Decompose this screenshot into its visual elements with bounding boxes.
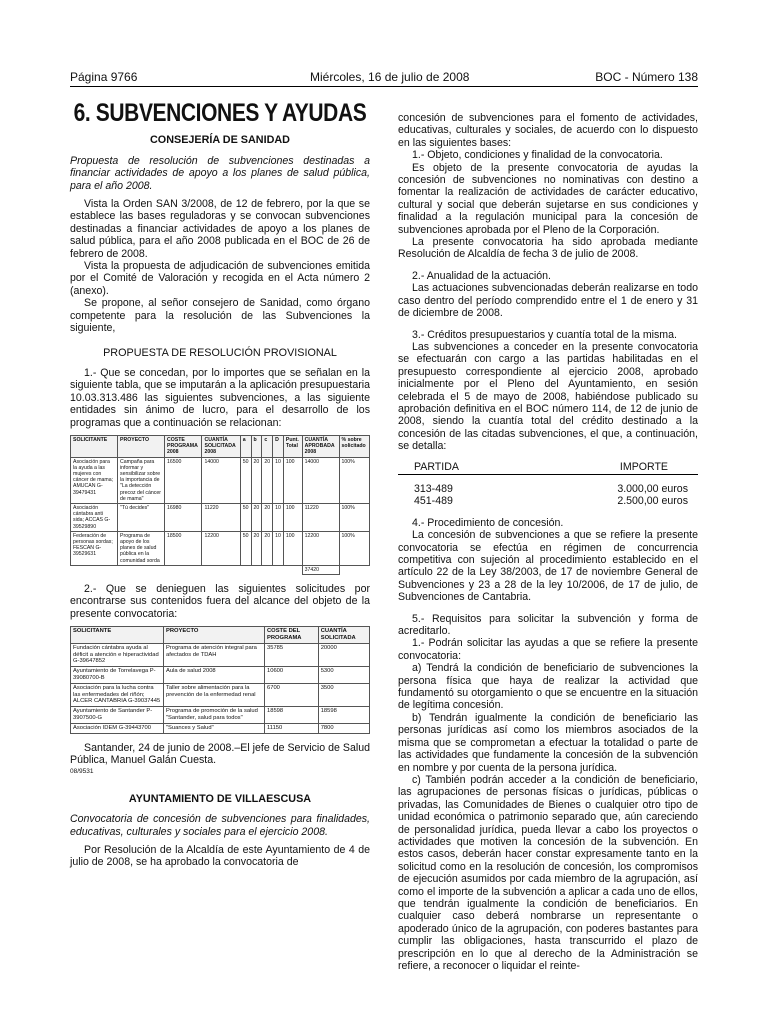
table-cell: 12200 [302,531,339,565]
partida-amount: 2.500,00 euros [617,495,688,508]
org-heading: CONSEJERÍA DE SANIDAD [150,134,290,147]
table-row [71,531,370,565]
table-header: SOLICITANTE [71,435,118,457]
granted-table [70,435,370,575]
paragraph: b) Tendrán igualmente la condición de beneficiario las personas jurídicas así como los miembros asociados de la misma que se comprometan a efectuar la totalidad o parte de las actividades que fundamente la concesión de la subvención en nombre y por cuenta de la persona jurídica. [398,711,698,774]
paragraph: Por Resolución de la Alcaldía de este Ayuntamiento de 4 de julio de 2008, se ha aprobado la convocatoria de [70,844,370,869]
header-rule [70,86,698,87]
table-cell: Aula de salud 2008 [164,667,265,684]
table-header: a [240,435,251,457]
table-header: Punt. Total [283,435,302,457]
table-cell: Federación de personas sordas; FESCAN G-39529631 [71,531,118,565]
table-cell: 16980 [165,503,202,531]
table-cell: "Suances y Salud" [164,723,265,733]
table-cell: 18500 [165,531,202,565]
table-cell: Ayuntamiento de Santander P-3907500-G [71,707,164,724]
denied-table [70,626,370,733]
table-cell: 10600 [265,667,319,684]
table-cell: Programa de atención integral para afectados de TDAH [164,643,265,666]
table-cell: 3500 [318,683,369,706]
table-cell: 7800 [318,723,369,733]
budget-table-header [398,461,698,475]
budget-row [398,495,698,507]
budget-row [398,483,698,495]
table-cell: 10 [273,457,284,503]
table-cell: 20 [262,531,273,565]
table-cell: 100% [339,531,369,565]
table-header: b [251,435,262,457]
table-cell: 20 [251,457,262,503]
signature: Santander, 24 de junio de 2008.–El jefe de Servicio de Salud Pública, Manuel Galán Cuesta. [70,741,370,766]
table-cell: 12200 [202,531,240,565]
partida-header: PARTIDA [414,460,459,473]
table-cell: Asociación IDEM G-39443700 [71,723,164,733]
table-cell: 50 [240,531,251,565]
issue-number: BOC - Número 138 [595,70,698,84]
table-cell: 50 [240,503,251,531]
table-header: CUANTÍA SOLICITADA [318,627,369,644]
section-title: 6. SUBVENCIONES Y AYUDAS [73,99,367,128]
table-cell: 100 [283,457,302,503]
table-row [71,643,370,666]
table-header: c [262,435,273,457]
table-cell: Campaña para informar y sensibilizar sobre la importancia de "La detección precoz del cáncer de mama" [118,457,165,503]
paragraph: Las actuaciones subvencionadas deberán realizarse en todo caso dentro del período comprendido entre el 1 de enero y 31 de diciembre de 2008. [398,282,698,320]
table-header: % sobre solicitado [339,435,369,457]
table-header: COSTE DEL PROGRAMA [265,627,319,644]
table-cell: 20 [251,531,262,565]
table-cell: 18598 [318,707,369,724]
paragraph: Las subvenciones a conceder en la presente convocatoria se efectuarán con cargo a las partidas habilitadas en el presupuesto correspondiente al ejercicio 2008, aprobado inicialmente por el Pleno del Ayuntamiento, en sesión celebrada el 5 de mayo de 2008, habiéndose publicado su aprobación definitiva en el BOC número 114, de 12 de junio de 2008, siendo la cuantía total del crédito destinado a la concesión de las citadas subvenciones, el que, a continuación, se detalla: [398,340,698,453]
paragraph: 4.- Procedimiento de concesión. [412,516,564,529]
paragraph: 2.- Que se denieguen las siguientes solicitudes por encontrarse sus contenidos fuera del alcance del objeto de la presente convocatoria: [70,583,370,620]
reference-number: 08/9531 [70,768,94,776]
table-cell: 11220 [302,503,339,531]
table-cell: Asociación para la lucha contra las enfermedades del riñón; ALCER CANTABRIA G-39037445 [71,683,164,706]
partida-code: 451-489 [414,495,453,508]
paragraph: Vista la propuesta de adjudicación de subvenciones emitida por el Comité de Valoración y recogida en el Acta número 2 (anexo). [70,260,370,297]
right-column [398,112,698,972]
org-heading: AYUNTAMIENTO DE VILLAESCUSA [128,792,312,805]
table-cell: Ayuntamiento de Torrelavega P-39080700-B [71,667,164,684]
table-cell: 20 [251,503,262,531]
table-cell: Asociación para la ayuda a las mujeres con cáncer de mama; AMUCAN G-39479431 [71,457,118,503]
table-total-row [71,565,370,574]
paragraph: 5.- Requisitos para solicitar la subvención y forma de acreditarlo. [398,612,698,638]
table-header: CUANTÍA APROBADA 2008 [302,435,339,457]
paragraph: 1.- Que se concedan, por lo importes que se señalan en la siguiente tabla, que se imputarán a la aplicación presupuestaria 10.03.313.486 las siguientes subvenciones, a las siguiente entidades sin ánimo de lucro, para el desarrollo de los programas que a continuación se relacionan: [70,366,370,429]
table-row [71,683,370,706]
table-cell: 50 [240,457,251,503]
italic-summary: Convocatoria de concesión de subvenciones para finalidades, educativas, culturales y sociales para el ejercicio 2008. [70,813,370,838]
page-number: Página 9766 [70,70,138,84]
table-cell: 6700 [265,683,319,706]
left-column [70,96,370,869]
table-row [71,667,370,684]
table-cell: 20 [262,503,273,531]
paragraph: La concesión de subvenciones a que se refiere la presente convocatoria se efectúa en régimen de concurrencia competitiva con sujeción al procedimiento establecido en el artículo 22 de la Ley 38/2003, de 17 de noviembre General de Subvenciones y 23 a 28 de la ley 10/2006, de 17 de julio, de Subvenciones de Cantabria. [398,529,698,604]
table-header: SOLICITANTE [71,627,164,644]
table-cell: 14000 [202,457,240,503]
paragraph: 1.- Podrán solicitar las ayudas a que se refiere la presente convocatoria: [398,637,698,662]
table-cell: "Tú decides" [118,503,165,531]
table-cell: 18598 [265,707,319,724]
partida-code: 313-489 [414,482,453,495]
table-row [71,503,370,531]
table-cell: 5300 [318,667,369,684]
table-cell: 100% [339,503,369,531]
table-header: PROYECTO [118,435,165,457]
table-cell: 100% [339,457,369,503]
table-header: PROYECTO [164,627,265,644]
paragraph: concesión de subvenciones para el fomento de actividades, educativas, culturales y sociales, de acuerdo con lo dispuesto en las siguientes bases: [398,112,698,149]
table-cell: 11220 [202,503,240,531]
paragraph: Vista la Orden SAN 3/2008, de 12 de febrero, por la que se establece las bases reguladoras y se convocan subvenciones destinadas a financiar actividades de apoyo a los planes de salud pública, para el año 2008 publicada en el BOC de 26 de febrero de 2008. [70,198,370,260]
paragraph: 3.- Créditos presupuestarios y cuantía total de la misma. [412,328,677,341]
paragraph: a) Tendrá la condición de beneficiario de subvenciones la persona física que haya de realizar la actividad que fundamentó su otorgamiento o que se encuentre en la situación de legítima concesión. [398,662,698,712]
italic-summary: Propuesta de resolución de subvenciones destinadas a financiar actividades de apoyo a los planes de salud pública, para el año 2008. [70,154,370,192]
table-row [71,457,370,503]
table-cell: 100 [283,503,302,531]
paragraph: Se propone, al señor consejero de Sanidad, como órgano competente para la resolución de las Subvenciones la siguiente, [70,297,370,335]
table-row [71,723,370,733]
paragraph: La presente convocatoria ha sido aprobada mediante Resolución de Alcaldía de fecha 3 de julio de 2008. [398,236,698,261]
table-cell: Fundación cántabra ayuda al déficit a atención e hiperactividad G-39647852 [71,643,164,666]
table-cell: 35785 [265,643,319,666]
table-header: D [273,435,284,457]
partida-amount: 3.000,00 euros [617,482,688,495]
table-cell: 100 [283,531,302,565]
proposal-heading: PROPUESTA DE RESOLUCIÓN PROVISIONAL [103,346,337,359]
table-cell: 10 [273,531,284,565]
table-cell: 20000 [318,643,369,666]
table-cell: 11150 [265,723,319,733]
table-header: COSTE PROGRAMA 2008 [165,435,202,457]
table-cell: Asociación cántabra anti sida; ACCAS G-39529890 [71,503,118,531]
paragraph: c) También podrán acceder a la condición de beneficiario, las agrupaciones de personas físicas o jurídicas, públicas o privadas, las Comunidades de Bienes o cualquier otro tipo de unidad económica o patrimonio separado que, aún careciendo de personalidad jurídica, pueda llevar a cabo los proyectos o actividades que motiven la concesión de la subvención. En estos casos, deberán hacer constar expresamente tanto en la solicitud como en la resolución de concesión, los compromisos de ejecución asumidos por cada miembro de la agrupación, así como el importe de la subvención a aplicar a cada uno de ellos, que tendrán igualmente la condición de beneficiarios. En cualquier caso deberá nombrarse un representante o apoderado único de la agrupación, con poderes bastantes para cumplir las obligaciones, hasta transcurrido el plazo de prescripción en lo que al derecho de la Administración se refiere, a reconocer o liquidar el reinte- [398,773,698,972]
table-cell: Taller sobre alimentación para la prevención de la enfermedad renal [164,683,265,706]
table-cell: 16500 [165,457,202,503]
table-cell: Programa de apoyo de los planes de salud pública en la comunidad sorda [118,531,165,565]
paragraph: 1.- Objeto, condiciones y finalidad de la convocatoria. [412,149,663,162]
table-cell: 10 [273,503,284,531]
publication-date: Miércoles, 16 de julio de 2008 [310,70,470,84]
table-row [71,707,370,724]
table-cell: 20 [262,457,273,503]
paragraph: Es objeto de la presente convocatoria de ayudas la concesión de subvenciones no nominativas con destino a fomentar la realización de actividades de carácter educativo, cultural y social que deberán sujetarse en sus condiciones y finalidad a la regulación municipal para la concesión de subvenciones aprobada por el Pleno de la Corporación. [398,161,698,236]
paragraph: 2.- Anualidad de la actuación. [412,269,551,282]
table-total: 37420 [302,565,339,574]
table-header: CUANTÍA SOLICITADA 2008 [202,435,240,457]
table-cell: 14000 [302,457,339,503]
importe-header: IMPORTE [619,460,668,473]
table-cell: Programa de promoción de la salud "Santander, salud para todos" [164,707,265,724]
